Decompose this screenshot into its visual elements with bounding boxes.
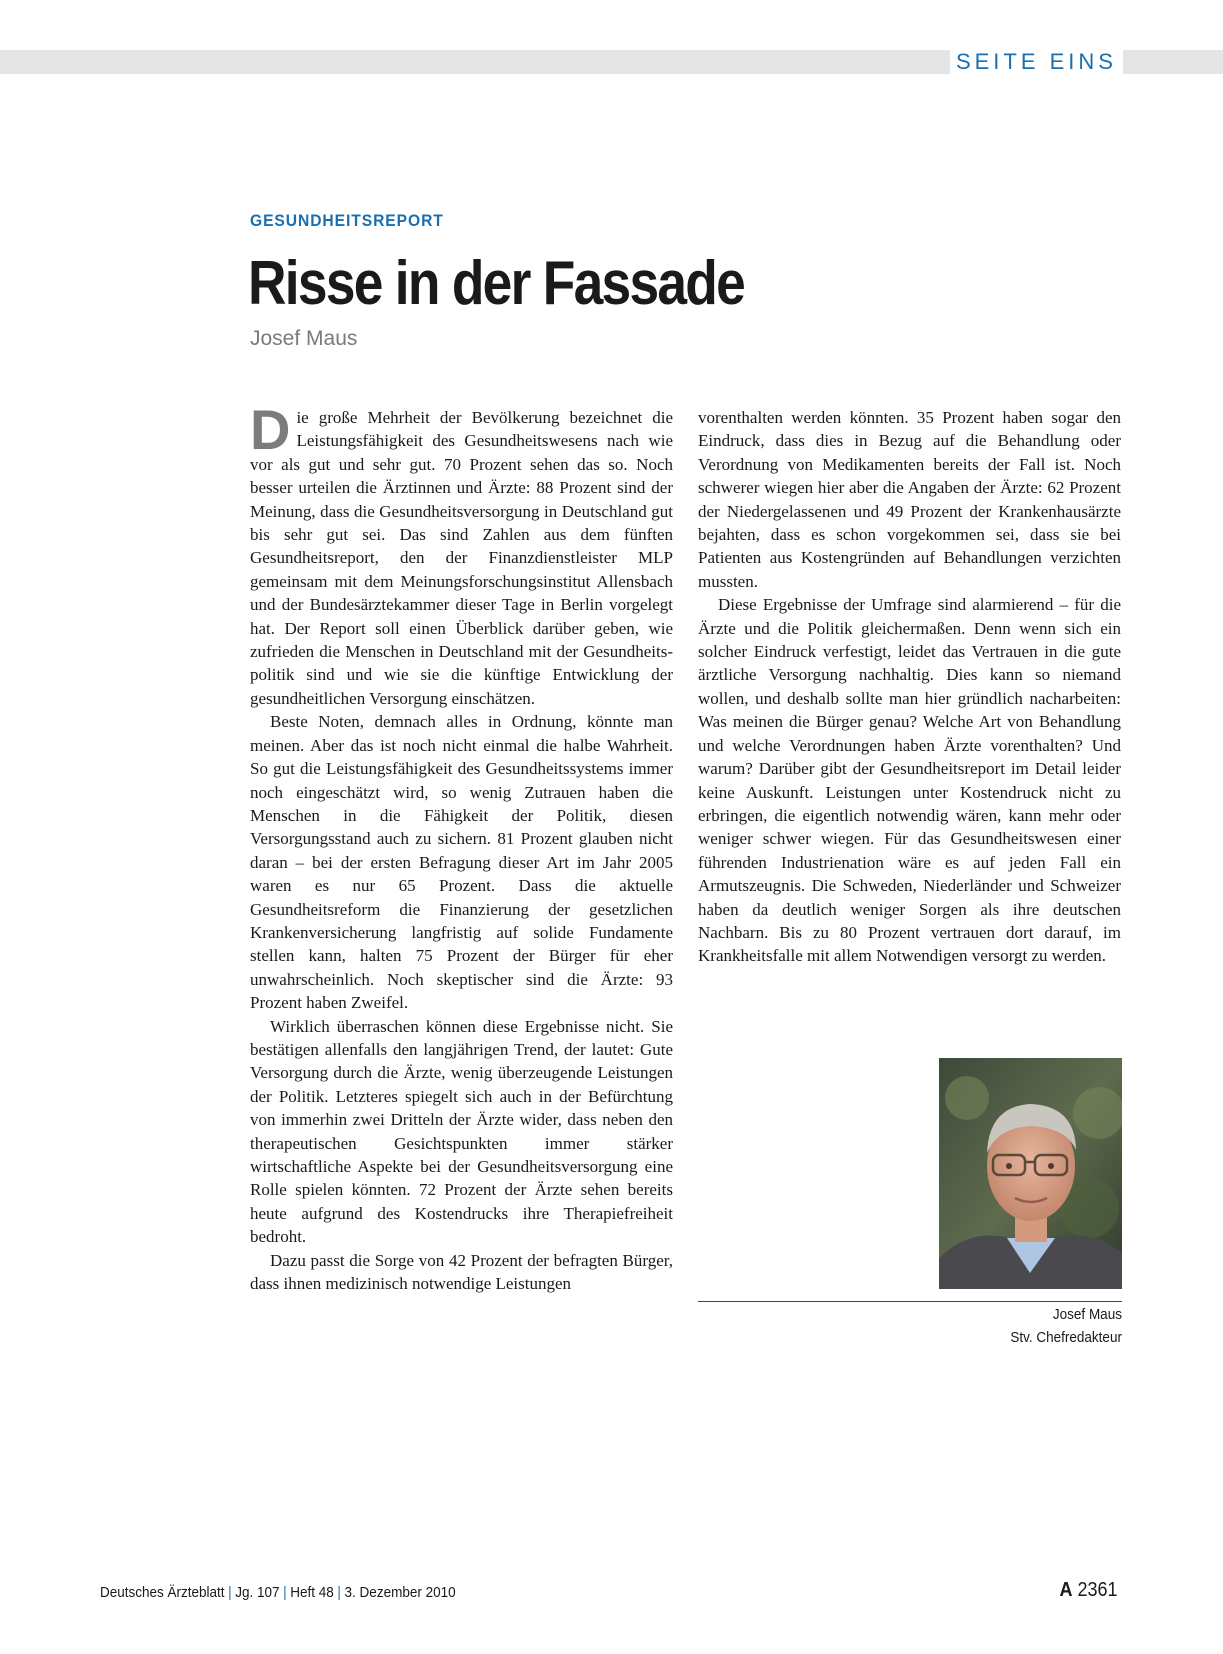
footer-separator: | — [283, 1584, 287, 1601]
caption-role: Stv. Chefredakteur — [1010, 1329, 1122, 1346]
paragraph: Beste Noten, demnach alles in Ordnung, könnte man meinen. Aber das ist noch nicht einmal die halbe Wahrheit. So gut die Leistungsfähigkeit des Gesundheitssystems immer noch eingeschätzt wird, so wenig Zutrauen haben die Menschen in die Fähigkeit der Politik, diesen Versorgungsstand auch zu sichern. 81 Prozent glauben nicht daran – bei der ersten Befragung dieser Art im Jahr 2005 waren es nur 65 Prozent. Dass die aktuelle Gesundheitsreform die Finanzierung der gesetzlichen Krankenversicherung langfristig auf solide Fundamente stellen kann, halten 75 Prozent der Bürger für eher unwahrscheinlich. Noch skeptischer sind die Ärzte: 93 Prozent haben Zweifel. — [250, 712, 673, 1013]
footer-citation — [100, 1584, 456, 1601]
article-kicker: GESUNDHEITSREPORT — [250, 211, 444, 230]
page-number-value: 2361 — [1077, 1579, 1118, 1601]
article-column-left — [250, 398, 673, 1295]
footer-separator: | — [337, 1584, 341, 1601]
section-label: SEITE EINS — [950, 47, 1123, 77]
paragraph: vorenthalten werden könnten. 35 Prozent haben sogar den Eindruck, dass dies in Bezug auf die Behandlung oder Verordnung von Medikamenten bereits der Fall ist. Noch schwerer wiegen hier aber die Angaben der Ärzte: 62 Prozent der Niedergelassenen und 49 Prozent der Krankenhausärzte bejahten, dass es schon vorgekommen sei, dass sie bei Patienten aus Kostengründen auf Behandlungen verzichten mussten. — [698, 408, 1121, 591]
paragraph-text: ie große Mehrheit der Bevölkerung bezeichnet die Leistungsfähigkeit des Gesundheitswesens nach wie vor als gut und sehr gut. 70 Prozent sehen das so. Noch besser urteilen die Ärztinnen und Ärzte: 88 Prozent sind der Meinung, dass die Gesundheitsversorgung in Deutschland gut bis sehr gut sei. Das sind Zahlen aus dem fünften Gesundheitsreport, den der Finanzdienstleister MLP gemeinsam mit dem Meinungsforschungsinstitut Allensbach und der Bundesärztekammer dieser Tage in Berlin vorgelegt hat. Der Report soll einen Überblick darüber geben, wie zufrieden die Menschen in Deutschland mit der Gesundheitspolitik sind und wie sie die künftige Entwicklung der gesundheitlichen Versorgung einschätzen. — [250, 408, 673, 708]
article-title: Risse in der Fassade — [248, 249, 745, 318]
page-prefix: A — [1059, 1579, 1073, 1601]
author-portrait — [939, 1058, 1122, 1289]
footer-volume: Jg. 107 — [235, 1584, 280, 1601]
page-number — [1060, 1579, 1118, 1602]
paragraph: Wirklich überraschen können diese Ergebnisse nicht. Sie bestätigen allenfalls den langjährigen Trend, der lautet: Gute Versorgung durch die Ärzte, wenig überzeugende Leistungen der Politik. Letzteres spiegelt sich auch in der Befürchtung von immerhin zwei Dritteln der Ärzte wider, dass neben den therapeutischen Gesichtspunkten immer stärker wirtschaftliche Aspekte bei der Gesundheitsversorgung eine Rolle spielen könnten. 72 Prozent der Ärzte sehen bereits heute aufgrund des Kostendrucks ihre Therapiefreiheit bedroht. — [250, 1016, 673, 1247]
paragraph: Dazu passt die Sorge von 42 Prozent der befragten Bürger, dass ihnen medizinisch notwendige Leistungen — [250, 1250, 673, 1294]
footer-issue: Heft 48 — [290, 1584, 334, 1601]
footer-date: 3. Dezember 2010 — [344, 1584, 456, 1601]
footer-publication: Deutsches Ärzteblatt — [100, 1584, 225, 1601]
paragraph — [250, 398, 673, 710]
article-author: Josef Maus — [250, 327, 358, 350]
paragraph: Diese Ergebnisse der Umfrage sind alarmierend – für die Ärzte und die Politik gleichermaßen. Denn wenn sich ein solcher Eindruck verfestigt, leidet das Vertrauen in die gute ärztliche Versorgung nachhaltig. Dies kann so niemand wollen, und deshalb sollte man hier gründlich nacharbeiten: Was meinen die Bürger genau? Welche Art von Behandlung und welche Verordnungen haben Ärzte vorenthalten? Und warum? Darüber gibt der Gesundheitsreport im Detail leider keine Auskunft. Leistungen unter Kostendruck nicht zu erbringen, die eigentlich notwendig wären, kann mehr oder weniger schwer wiegen. Für das Gesundheitswesen einer führenden Industrienation wäre es auf jeden Fall ein Armutszeugnis. Die Schweden, Niederländer und Schweizer haben da deutlich weniger Sorgen als ihre deutschen Nachbarn. Bis zu 80 Prozent vertrauen dort darauf, im Krankheitsfalle mit allem Notwendigen versorgt zu werden. — [698, 595, 1121, 966]
drop-cap: D — [250, 398, 291, 461]
caption-name: Josef Maus — [1052, 1306, 1122, 1323]
caption-divider — [698, 1301, 1122, 1302]
footer-separator: | — [228, 1584, 232, 1601]
photo-caption — [1010, 1303, 1122, 1349]
article-column-right — [698, 406, 1121, 968]
